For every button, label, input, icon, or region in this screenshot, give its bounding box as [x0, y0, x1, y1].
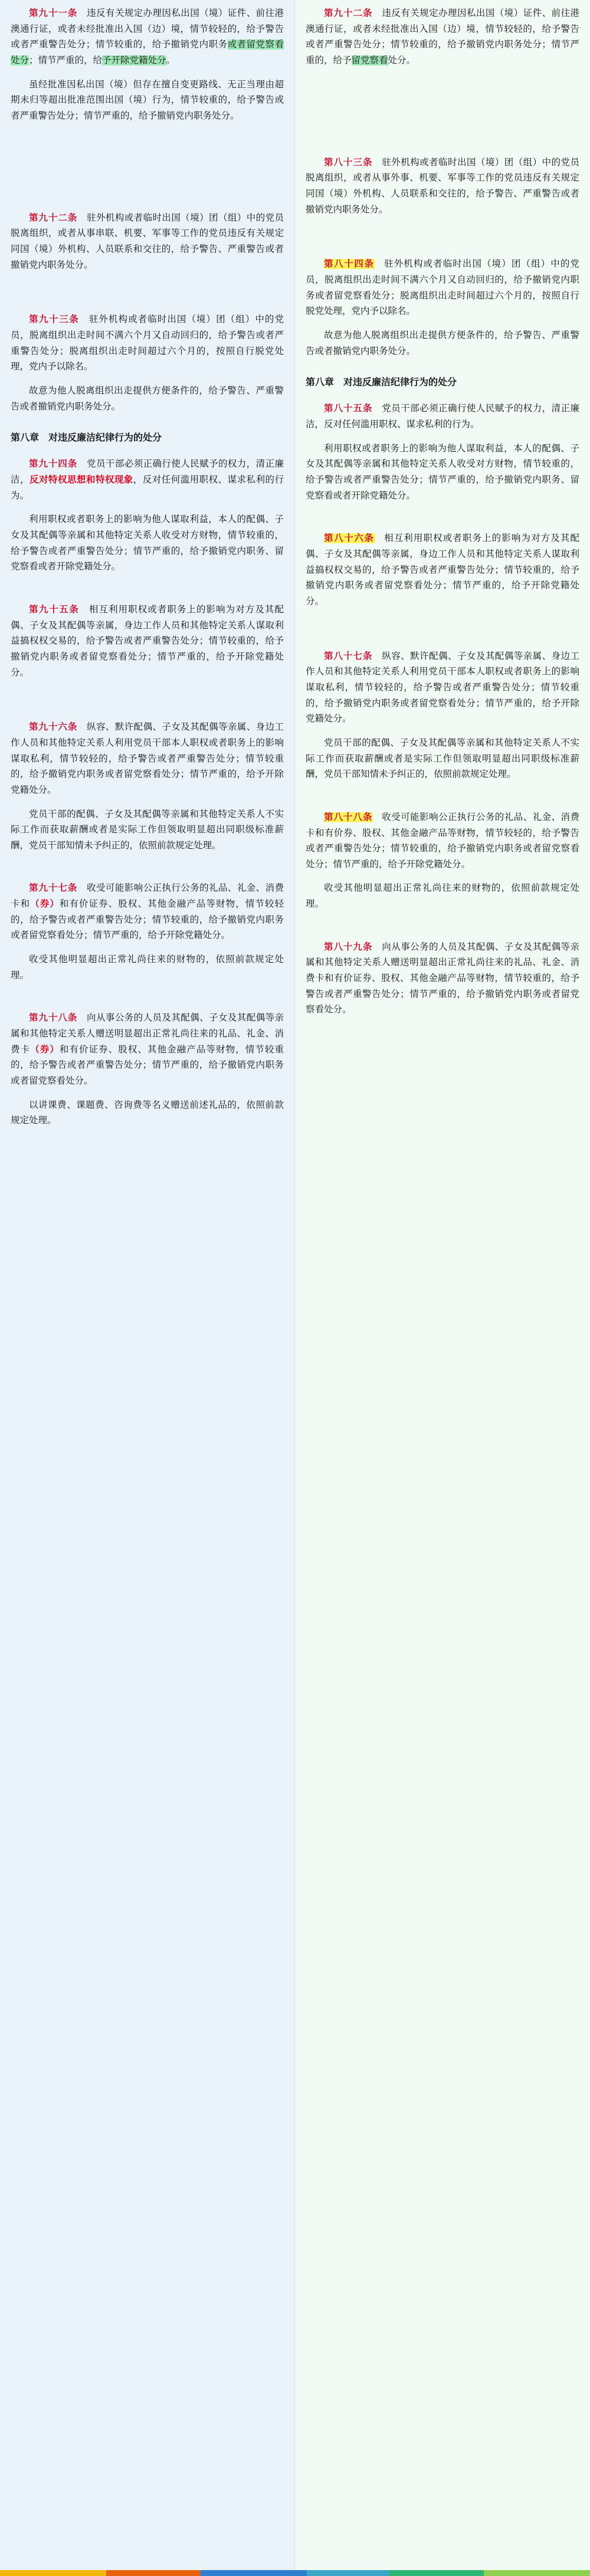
left-spacer-1	[11, 140, 284, 211]
article-89-right	[306, 940, 579, 1018]
article-84-para-1: 第八十四条 驻外机构或者临时出国（境）团（组）中的党员，脱离组织出走时间不满六个月又自动回归的，给予撤销党内职务或者留党察看处分；脱离组织出走时间超过六个月的，按照自行脱党处理，党内予以除名。	[306, 259, 579, 317]
article-86-right	[306, 531, 579, 609]
article-94-left	[11, 457, 284, 575]
article-85-para-1: 第八十五条 党员干部必须正确行使人民赋予的权力，清正廉洁，反对任何滥用职权、谋求私利的行为。	[306, 403, 579, 430]
left-spacer-3	[11, 590, 284, 602]
article-98-left	[11, 1010, 284, 1129]
article-96-left	[11, 720, 284, 854]
article-92-right	[306, 6, 579, 69]
article-84-right	[306, 257, 579, 359]
right-spacer-3	[306, 519, 579, 531]
article-96-para-1: 第九十六条 纵容、默许配偶、子女及其配偶等亲属、身边工作人员和其他特定关系人利用党员干部本人职权或者职务上的影响谋取私利，情节较轻的，给予警告或者严重警告处分；情节较重的，给予撤销党内职务或者留党察看处分；情节严重的，给予开除党籍处分。	[11, 722, 284, 795]
article-92r-para-1: 第九十二条 违反有关规定办理因私出国（境）证件、前往港澳通行证，或者未经批准出入国（边）境，情节较轻的，给予警告或者严重警告处分；情节较重的，给予撤销党内职务处分；情节严重的，给予留党察看处分。	[306, 8, 579, 65]
article-85-right	[306, 401, 579, 504]
article-97-para-2: 收受其他明显超出正常礼尚往来的财物的，依照前款规定处理。	[11, 954, 284, 980]
article-94-para-1: 第九十四条 党员干部必须正确行使人民赋予的权力，清正廉洁，反对特权思想和特权现象，反对任何滥用职权、谋求私利的行为。	[11, 459, 284, 501]
article-88-para-2: 收受其他明显超出正常礼尚往来的财物的，依照前款规定处理。	[306, 883, 579, 910]
article-93-para-2: 故意为他人脱离组织出走提供方便条件的，给予警告、严重警告或者撤销党内职务处分。	[11, 385, 284, 412]
article-97-para-1: 第九十七条 收受可能影响公正执行公务的礼品、礼金、消费卡和（券）和有价证券、股权、其他金融产品等财物，情节较轻的，给予警告或者严重警告处分；情节较重的，给予撤销党内职务或者留党察看处分；情节严重的，给予开除党籍处分。	[11, 883, 284, 941]
article-83-right	[306, 155, 579, 218]
left-spacer-2	[11, 288, 284, 312]
right-spacer-6	[306, 928, 579, 940]
article-98-para-1: 第九十八条 向从事公务的人员及其配偶、子女及其配偶等亲属和其他特定关系人赠送明显超出正常礼尚往来的礼品、礼金、消费卡（券）和有价证券、股权、其他金融产品等财物，情节较重的，给予警告或者严重警告处分；情节严重的，给予撤销党内职务或者留党察看处分。	[11, 1013, 284, 1087]
chapter-8-right: 第八章 对违反廉洁纪律行为的处分	[306, 378, 457, 388]
article-92-para-1: 第九十二条 驻外机构或者临时出国（境）团（组）中的党员脱离组织，或者从事串联、机要、军事等工作的党员违反有关规定同国（境）外机构、人员联系和交往的，给予警告、严重警告或者撤销党内职务处分。	[11, 212, 284, 270]
article-94-para-2: 利用职权或者职务上的影响为他人谋取利益，本人的配偶、子女及其配偶等亲属和其他特定关系人收受对方财物，情节较重的，给予警告或者严重警告处分；情节严重的，给予撤销党内职务、留党察看或者开除党籍处分。	[11, 514, 284, 572]
left-spacer-4	[11, 696, 284, 720]
article-89-para-1: 第八十九条 向从事公务的人员及其配偶、子女及其配偶等亲属和其他特定关系人赠送明显超出正常礼尚往来的礼品、礼金、消费卡和有价证券、股权、其他金融产品等财物，情节较重的，给予警告或者严重警告处分；情节严重的，给予撤销党内职务或者留党察看处分。	[306, 941, 579, 1015]
article-83-para-1: 第八十三条 驻外机构或者临时出国（境）团（组）中的党员脱离组织，或者从事外事、机要、军事等工作的党员违反有关规定同国（境）外机构、人员联系和交往的，给予警告、严重警告或者撤销党内职务处分。	[306, 157, 579, 215]
article-86-para-1: 第八十六条 相互利用职权或者职务上的影响为对方及其配偶、子女及其配偶等亲属，身边工作人员和其他特定关系人谋取利益搞权权交易的，给予警告或者严重警告处分；情节较重的，给予撤销党内职务或者留党察看处分；情节严重的，给予开除党籍处分。	[306, 533, 579, 606]
article-85-para-2: 利用职权或者职务上的影响为他人谋取利益，本人的配偶、子女及其配偶等亲属和其他特定关系人收受对方财物，情节较重的，给予警告或者严重警告处分；情节严重的，给予撤销党内职务、留党察看或者开除党籍处分。	[306, 443, 579, 501]
right-spacer-2	[306, 233, 579, 257]
right-column	[295, 0, 590, 2576]
right-spacer-5	[306, 798, 579, 810]
article-87-para-2: 党员干部的配偶、子女及其配偶等亲属和其他特定关系人不实际工作而获取薪酬或者是实际工作但领取明显超出同职级标准薪酬，党员干部知情未予纠正的，依照前款规定处理。	[306, 737, 579, 780]
article-93-left	[11, 312, 284, 415]
article-88-para-1: 第八十八条 收受可能影响公正执行公务的礼品、礼金、消费卡和有价券、股权、其他金融产品等财物，情节较轻的，给予警告或者严重警告处分；情节较重的，给予撤销党内职务或者留党察看处分；情节严重的，给予开除党籍处分。	[306, 812, 579, 869]
article-98-para-2: 以讲课费、课题费、咨询费等名义赠送前述礼品的，依照前款规定处理。	[11, 1100, 284, 1126]
article-91-para-1: 第九十一条 违反有关规定办理因私出国（境）证件、前往港澳通行证，或者未经批准出入国（边）境，情节较轻的，给予警告或者严重警告处分；情节较重的，给予撤销党内职务或者留党察看处分；情节严重的，给予开除党籍处分。	[11, 8, 284, 65]
article-95-para-1: 第九十五条 相互利用职权或者职务上的影响为对方及其配偶、子女及其配偶等亲属，身边工作人员和其他特定关系人谋取利益搞权权交易的，给予警告或者严重警告处分；情节较重的，给予撤销党内职务或者留党察看处分；情节严重的，给予开除党籍处分。	[11, 604, 284, 678]
color-strip	[0, 2570, 590, 2576]
article-84-para-2: 故意为他人脱离组织出走提供方便条件的，给予警告、严重警告或者撤销党内职务处分。	[306, 330, 579, 356]
article-92-left	[11, 211, 284, 274]
chapter-8-left: 第八章 对违反廉洁纪律行为的处分	[11, 433, 162, 444]
left-spacer-5	[11, 869, 284, 881]
article-97-left	[11, 881, 284, 983]
left-spacer-6	[11, 999, 284, 1010]
article-96-para-2: 党员干部的配偶、子女及其配偶等亲属和其他特定关系人不实际工作而获取薪酬或者是实际工作但领取明显超出同职级标准薪酬，党员干部知情未予纠正的，依照前款规定处理。	[11, 809, 284, 851]
right-spacer-1	[306, 84, 579, 155]
article-87-right	[306, 649, 579, 783]
article-88-right	[306, 810, 579, 913]
article-91-left	[11, 6, 284, 124]
article-87-para-1: 第八十七条 纵容、默许配偶、子女及其配偶等亲属、身边工作人员和其他特定关系人利用党员干部本人职权或者职务上的影响谋取私利，情节较轻的，给予警告或者严重警告处分；情节较重的，给予撤销党内职务或者留党察看处分；情节严重的，给予开除党籍处分。	[306, 651, 579, 724]
article-93-para-1: 第九十三条 驻外机构或者临时出国（境）团（组）中的党员，脱离组织出走时间不满六个月又自动回归的，给予警告或者严重警告处分；脱离组织出走时间超过六个月的，按照自行脱党处理，党内予以除名。	[11, 314, 284, 372]
right-spacer-4	[306, 625, 579, 649]
article-95-left	[11, 602, 284, 681]
article-91-para-2: 虽经批准因私出国（境）但存在擅自变更路线、无正当理由超期未归等超出批准范围出国（境）行为，情节较重的，给予警告或者严重警告处分；情节严重的，给予撤销党内职务处分。	[11, 79, 284, 121]
